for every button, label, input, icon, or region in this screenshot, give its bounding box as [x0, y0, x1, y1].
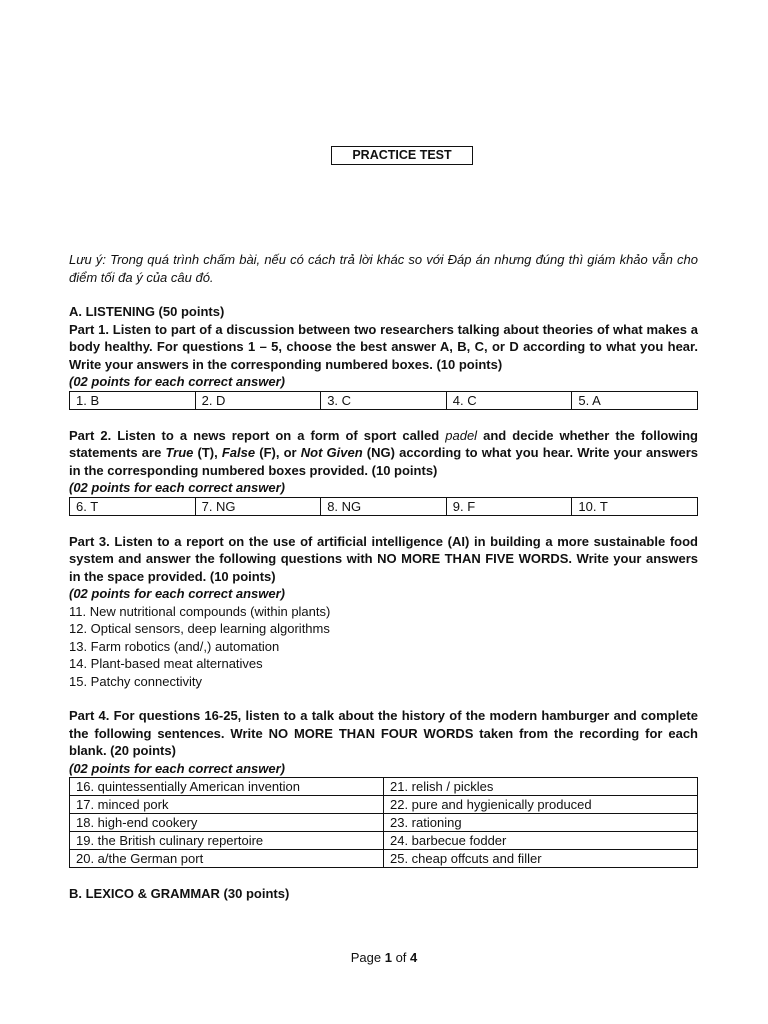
part2-inst-text: Part 2. Listen to a news report on a form of sport called: [69, 427, 446, 443]
answer-cell: 2. D: [195, 391, 321, 409]
page-footer: [0, 950, 768, 965]
footer-page-number: 1: [384, 950, 392, 965]
answer-cell: 4. C: [446, 391, 572, 409]
answer-cell: 3. C: [321, 391, 447, 409]
list-item: 15. Patchy connectivity: [69, 673, 202, 689]
part2-inst-text: and decide whether the following statements are: [69, 427, 698, 460]
part2-answer-table: [69, 497, 698, 516]
answer-cell: 17. minced pork: [70, 796, 384, 814]
answer-cell: 16. quintessentially American invention: [70, 778, 384, 796]
part2-inst-text: (T),: [193, 445, 222, 460]
answer-cell: 23. rationing: [384, 814, 698, 832]
part4-points: (02 points for each correct answer): [69, 760, 286, 776]
list-item: 12. Optical sensors, deep learning algorithms: [69, 621, 330, 636]
answer-cell: 20. a/the German port: [70, 850, 384, 868]
grading-note-text: Trong quá trình chấm bài, nếu có cách trả lời khác so với Đáp án nhưng đúng thì giám khảo vẫn cho điểm tối đa ý của câu đó.: [69, 252, 698, 285]
part1-answer-table: [69, 391, 698, 410]
answer-cell: 10. T: [572, 497, 698, 515]
answer-cell: 8. NG: [321, 497, 447, 515]
answer-cell: 19. the British culinary repertoire: [70, 832, 384, 850]
grading-note-label: Lưu ý:: [69, 252, 106, 267]
answer-cell: 24. barbecue fodder: [384, 832, 698, 850]
part2-inst-padel: padel: [445, 427, 478, 443]
document-body: [69, 251, 698, 903]
table-row: [70, 814, 698, 832]
part2-points: (02 points for each correct answer): [69, 480, 286, 495]
part1-instruction: Part 1. Listen to part of a discussion between two researchers talking about theories of what makes a body healthy. For questions 1 – 5, choose the best answer A, B, C, or D according to what you hear. Write your answers in the corresponding numbered boxes. (10 points): [69, 321, 698, 372]
part2-inst-text: (NG) according to what you hear. Write your answers in the corresponding numbered boxes provided. (10 points): [69, 445, 698, 478]
answer-cell: 6. T: [70, 497, 196, 515]
part2-instruction: [69, 427, 698, 480]
grading-note: [69, 251, 698, 286]
answer-cell: 21. relish / pickles: [384, 778, 698, 796]
list-item: 14. Plant-based meat alternatives: [69, 656, 263, 671]
footer-page-word: Page: [350, 950, 382, 965]
part3-points: (02 points for each correct answer): [69, 586, 286, 601]
answer-cell: 1. B: [70, 391, 196, 409]
answer-cell: 7. NG: [195, 497, 321, 515]
table-row: [70, 391, 698, 409]
part4-instruction: Part 4. For questions 16-25, listen to a talk about the history of the modern hamburger and complete the following sentences. Write NO MORE THAN FOUR WORDS taken from the recording for each blank. (20 points): [69, 708, 698, 758]
page-title: PRACTICE TEST: [331, 146, 473, 165]
answer-cell: 18. high-end cookery: [70, 814, 384, 832]
table-row: [70, 832, 698, 850]
answer-cell: 22. pure and hygienically produced: [384, 796, 698, 814]
answer-cell: 9. F: [446, 497, 572, 515]
answer-cell: 25. cheap offcuts and filler: [384, 850, 698, 868]
answer-cell: 5. A: [572, 391, 698, 409]
part2-inst-false: False: [221, 445, 256, 460]
part2-inst-text: (F), or: [255, 445, 301, 460]
table-row: [70, 850, 698, 868]
table-row: [70, 778, 698, 796]
part2-inst-true: True: [165, 445, 194, 460]
table-row: [70, 796, 698, 814]
part2-inst-not-given: Not Given: [300, 445, 363, 460]
section-a-heading: A. LISTENING (50 points): [69, 304, 225, 319]
section-b-heading: B. LEXICO & GRAMMAR (30 points): [69, 886, 290, 901]
part1-points: (02 points for each correct answer): [69, 374, 286, 389]
list-item: 13. Farm robotics (and/,) automation: [69, 638, 280, 654]
table-row: [70, 497, 698, 515]
footer-of-word: of: [395, 950, 407, 965]
part4-answer-table: [69, 777, 698, 868]
footer-page-total: 4: [410, 950, 418, 965]
list-item: 11. New nutritional compounds (within plants): [69, 603, 331, 619]
part3-instruction: Part 3. Listen to a report on the use of artificial intelligence (AI) in building a more sustainable food system and answer the following questions with NO MORE THAN FIVE WORDS. Write your answers in the space provided. (10 points): [69, 533, 698, 584]
